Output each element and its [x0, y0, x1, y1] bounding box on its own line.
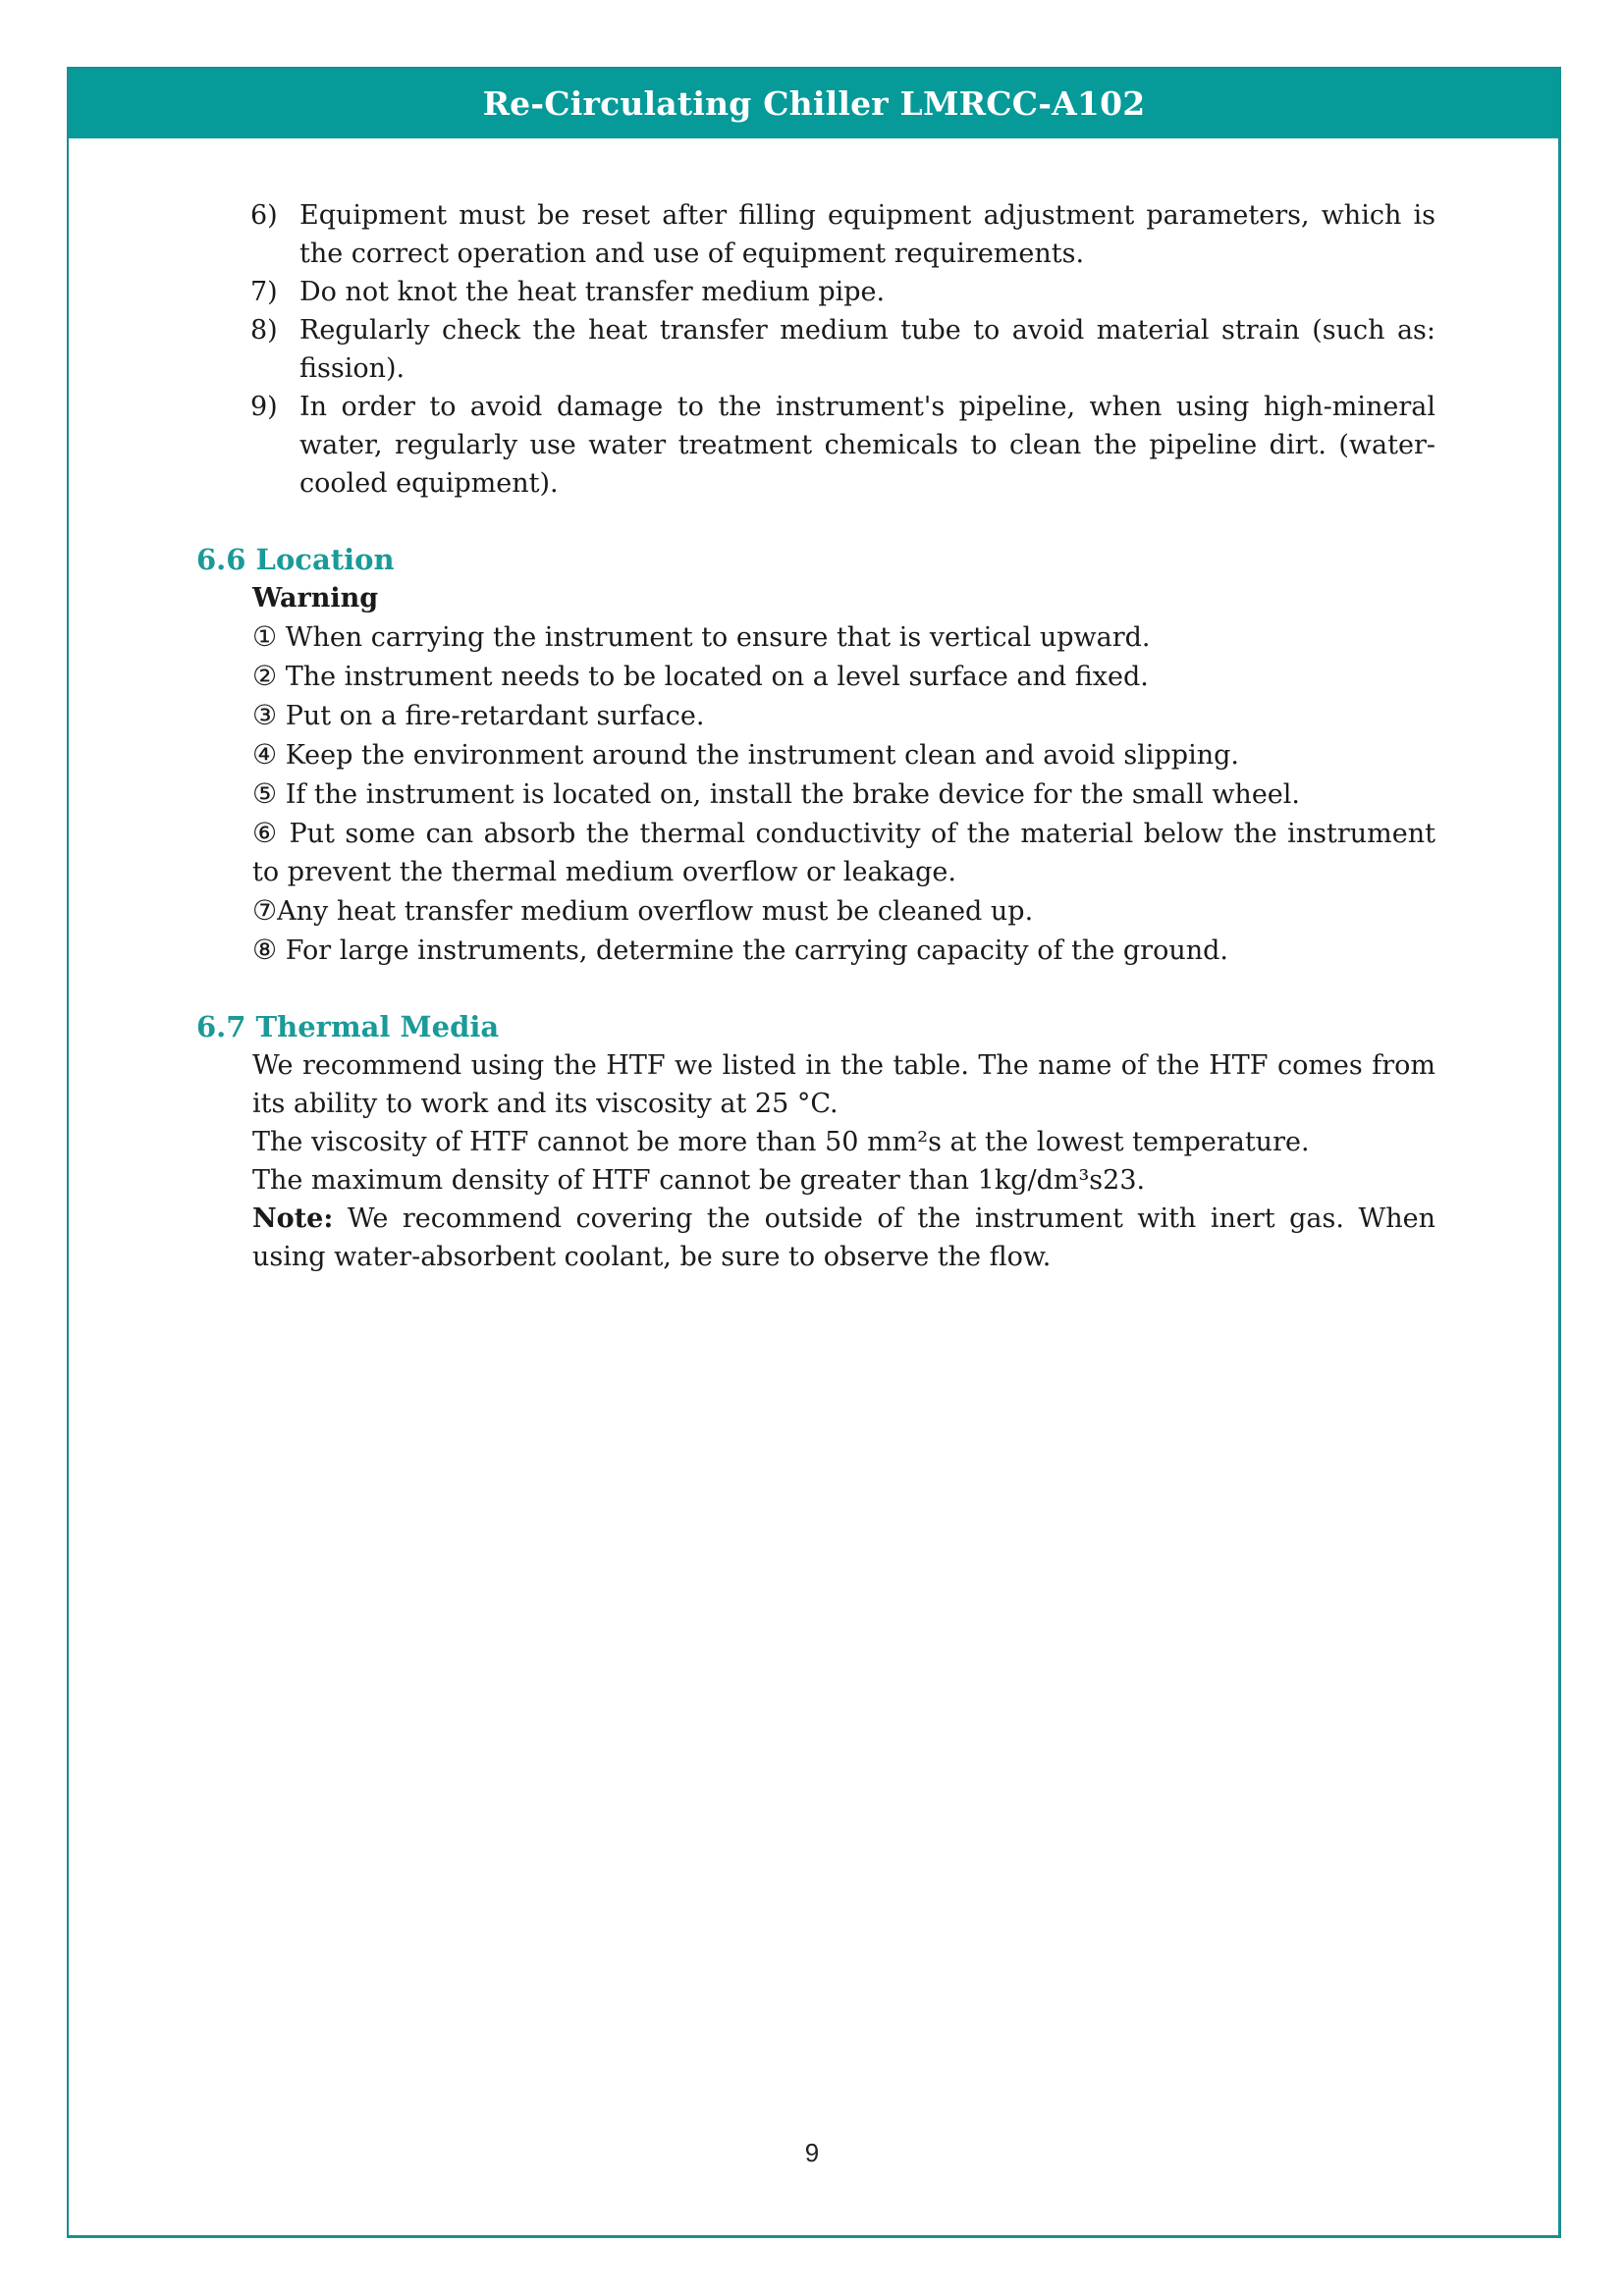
list-item-number: 9): [250, 392, 278, 422]
warning-item: [252, 814, 1435, 891]
warning-item: [252, 696, 1435, 735]
paragraph: The viscosity of HTF cannot be more than 50 mm²s at the lowest temperature.: [252, 1127, 1310, 1157]
thermal-media-section: [252, 1046, 1435, 1276]
page-number: 9: [804, 2138, 820, 2167]
note-paragraph: [252, 1200, 1435, 1276]
page-content: [196, 196, 1435, 1276]
list-item: [250, 273, 1435, 311]
circled-number: ③: [252, 699, 278, 731]
warning-item: [252, 735, 1435, 774]
circled-number: ⑥: [252, 817, 280, 849]
circled-number: ⑦: [252, 894, 278, 927]
header-banner: [69, 69, 1559, 138]
list-item: [250, 311, 1435, 388]
warning-item: [252, 774, 1435, 814]
list-item-number: 6): [250, 200, 278, 231]
section-heading-thermal-media: 6.7 Thermal Media: [196, 1010, 500, 1043]
warning-item-text: Put on a fire-retardant surface.: [277, 701, 705, 731]
note-label: Note:: [252, 1203, 334, 1234]
paragraph: We recommend using the HTF we listed in the table. The name of the HTF comes from its ability to work and its viscosity at 25 °C.: [252, 1050, 1435, 1119]
circled-number: ①: [252, 620, 278, 653]
warning-item-text: When carrying the instrument to ensure that is vertical upward.: [277, 622, 1151, 653]
circled-number: ②: [252, 660, 278, 692]
location-section: [252, 579, 1435, 970]
warning-item-text: If the instrument is located on, install the brake device for the small wheel.: [277, 779, 1300, 810]
paragraph: The maximum density of HTF cannot be greater than 1kg/dm³s23.: [252, 1165, 1146, 1196]
warning-item: [252, 617, 1435, 657]
circled-number: ⑧: [252, 934, 278, 966]
warning-item-text: Keep the environment around the instrument clean and avoid slipping.: [277, 740, 1239, 771]
warning-item-text: The instrument needs to be located on a level surface and fixed.: [277, 662, 1149, 692]
warning-label: Warning: [252, 583, 379, 614]
circled-number: ⑤: [252, 777, 278, 810]
list-item-text: Equipment must be reset after filling equipment adjustment parameters, which is the correct operation and use of equipment requirements.: [299, 200, 1435, 269]
numbered-list: [196, 196, 1435, 503]
warning-item: [252, 931, 1435, 970]
circled-number: ④: [252, 738, 278, 771]
warning-item-text: Any heat transfer medium overflow must be cleaned up.: [277, 896, 1034, 927]
list-item-text: Regularly check the heat transfer medium tube to avoid material strain (such as: fission).: [299, 315, 1435, 384]
note-text: We recommend covering the outside of the instrument with inert gas. When using water-absorbent coolant, be sure to observe the flow.: [252, 1203, 1435, 1272]
list-item: [250, 388, 1435, 503]
list-item-number: 7): [250, 277, 278, 307]
document-title: Re-Circulating Chiller LMRCC-A102: [482, 84, 1146, 123]
warning-item-text: For large instruments, determine the carrying capacity of the ground.: [277, 935, 1228, 966]
list-item-text: In order to avoid damage to the instrument's pipeline, when using high-mineral water, regularly use water treatment chemicals to clean the pipeline dirt. (water-cooled equipment).: [299, 392, 1435, 499]
warning-item: [252, 657, 1435, 696]
section-heading-location: 6.6 Location: [196, 543, 395, 576]
warning-item-text: Put some can absorb the thermal conductivity of the material below the instrument to prevent the thermal medium overflow or leakage.: [252, 819, 1435, 887]
list-item: [250, 196, 1435, 273]
warning-item: [252, 891, 1435, 931]
list-item-number: 8): [250, 315, 278, 346]
list-item-text: Do not knot the heat transfer medium pipe.: [299, 277, 886, 307]
